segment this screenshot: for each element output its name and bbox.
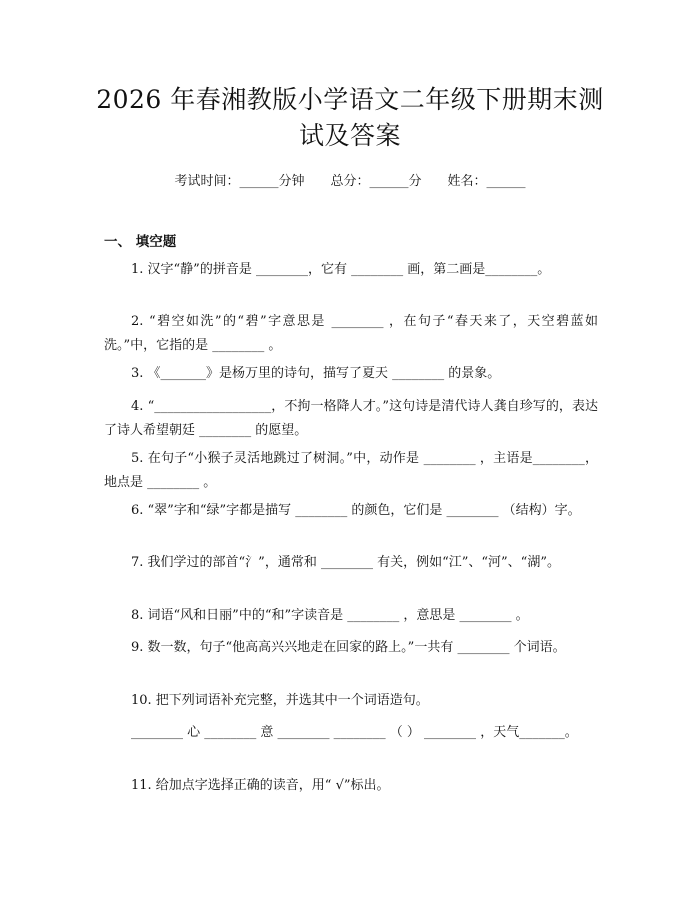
exam-info: 考试时间：______分钟 总分：______分 姓名：______ xyxy=(174,174,526,189)
question-3: 3. 《_______》是杨万里的诗句，描写了夏天 ________ 的景象。 xyxy=(131,366,501,381)
question-11: 11. 给加点字选择正确的读音，用“ √”标出。 xyxy=(131,778,390,793)
question-6: 6. “翠”字和“绿”字都是描写 ________ 的颜色，它们是 ________ （结构）字。 xyxy=(131,503,581,518)
question-10: 10. 把下列词语补充完整，并选其中一个词语造句。 xyxy=(131,693,429,708)
section-heading-fill-in: 一、 填空题 xyxy=(104,234,177,250)
question-10-blanks: ________ 心 ________ 意 ________ ________ （ ） ________ ，天气_______。 xyxy=(131,725,578,740)
question-1: 1. 汉字“静”的拼音是 ________，它有 ________ 画，第二画是________。 xyxy=(131,262,551,277)
title-line-1: 2026 年春湘教版小学语文二年级下册期末测 xyxy=(96,85,604,114)
question-5: 5. 在句子“小猴子灵活地跳过了树洞。”中，动作是 ________ ，主语是________，地点是 ________ 。 xyxy=(104,451,598,490)
question-4: 4. “__________________，不拘一格降人才。”这句诗是清代诗人龚自珍写的，表达了诗人希望朝廷 ________ 的愿望。 xyxy=(104,399,598,438)
title-line-2: 试及答案 xyxy=(298,121,401,150)
question-7: 7. 我们学过的部首“氵”，通常和 ________ 有关，例如“江”、“河”、“湖”。 xyxy=(131,555,560,570)
question-8: 8. 词语“风和日丽”中的“和”字读音是 ________ ，意思是 ________ 。 xyxy=(131,608,529,623)
page-title xyxy=(90,82,610,154)
question-2: 2. “碧空如洗”的“碧”字意思是 ________ ，在句子“春天来了，天空碧蓝如洗。”中，它指的是 ________ 。 xyxy=(104,314,598,353)
question-9: 9. 数一数，句子“他高高兴兴地走在回家的路上。”一共有 ________ 个词语。 xyxy=(131,640,566,655)
